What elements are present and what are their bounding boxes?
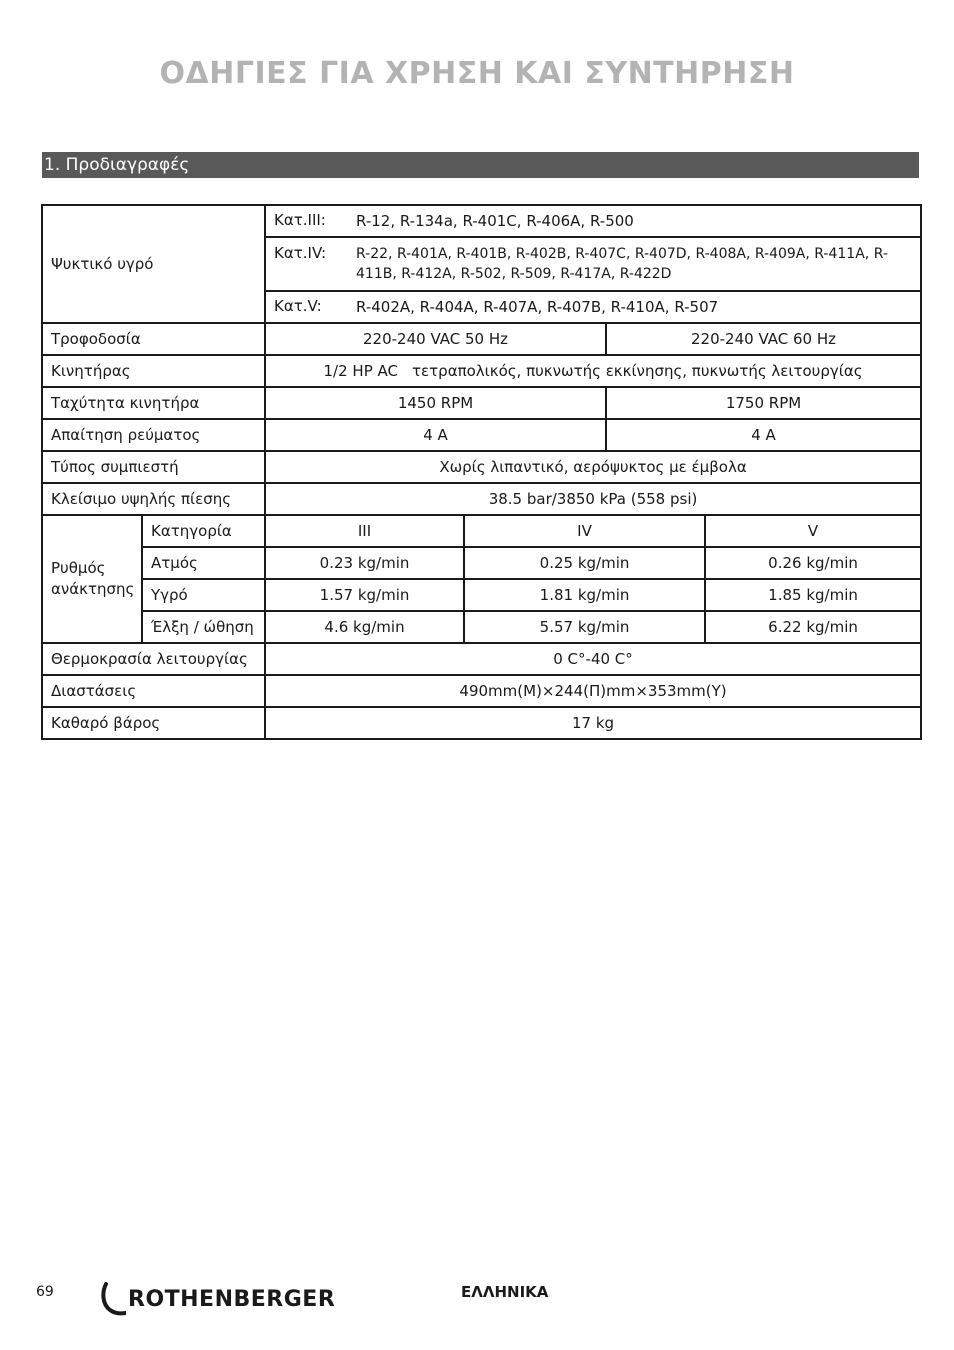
compressor-value: Χωρίς λιπαντικό, αερόψυκτος με έμβολα — [265, 451, 921, 483]
recovery-cell: V — [705, 515, 921, 547]
recovery-row-label: Ατμός — [142, 547, 265, 579]
power-60hz: 220-240 VAC 60 Hz — [606, 323, 921, 355]
power-50hz: 220-240 VAC 50 Hz — [265, 323, 606, 355]
table-row — [42, 205, 921, 237]
weight-value: 17 kg — [265, 707, 921, 739]
table-row — [42, 547, 921, 579]
cat5-list: R-402A, R-404A, R-407A, R-407B, R-410A, R-507 — [356, 298, 719, 316]
recovery-cell: III — [265, 515, 464, 547]
refrigerant-cat5 — [265, 291, 921, 323]
motor-speed-50hz: 1450 RPM — [265, 387, 606, 419]
dimensions-label: Διαστάσεις — [42, 675, 265, 707]
page-title: ΟΔΗΓΙΕΣ ΓΙΑ ΧΡΗΣΗ ΚΑΙ ΣΥΝΤΗΡΗΣΗ — [159, 56, 795, 91]
recovery-cell: 1.81 kg/min — [464, 579, 705, 611]
table-row — [42, 611, 921, 643]
table-row — [42, 707, 921, 739]
temperature-value: 0 C°-40 C° — [265, 643, 921, 675]
recovery-row-label: Έλξη / ώθηση — [142, 611, 265, 643]
current-60hz: 4 A — [606, 419, 921, 451]
table-row — [42, 451, 921, 483]
recovery-row-label: Υγρό — [142, 579, 265, 611]
current-50hz: 4 A — [265, 419, 606, 451]
brand-name: ROTHENBERGER — [128, 1286, 336, 1312]
table-row — [42, 419, 921, 451]
recovery-cell: 6.22 kg/min — [705, 611, 921, 643]
table-row — [42, 387, 921, 419]
temperature-label: Θερμοκρασία λειτουργίας — [42, 643, 265, 675]
weight-label: Καθαρό βάρος — [42, 707, 265, 739]
hp-shutoff-label: Κλείσιμο υψηλής πίεσης — [42, 483, 265, 515]
page-number: 69 — [36, 1284, 54, 1300]
table-row — [42, 483, 921, 515]
cat4-list: R-22, R-401A, R-401B, R-402B, R-407C, R-407D, R-408A, R-409A, R-411A, R-411B, R-412A, R-502, R-509, R-417A, R-422D — [356, 246, 888, 282]
recovery-cell: 5.57 kg/min — [464, 611, 705, 643]
table-row — [42, 355, 921, 387]
cat3-list: R-12, R-134a, R-401C, R-406A, R-500 — [356, 212, 634, 230]
compressor-label: Τύπος συμπιεστή — [42, 451, 265, 483]
brand-logo — [100, 1282, 335, 1316]
motor-description: τετραπολικός, πυκνωτής εκκίνησης, πυκνωτής λειτουργίας — [412, 362, 863, 380]
section-heading: 1. Προδιαγραφές — [42, 152, 919, 178]
recovery-cell: 1.57 kg/min — [265, 579, 464, 611]
table-row — [42, 323, 921, 355]
motor-hp: 1/2 HP AC — [323, 362, 398, 380]
recovery-rate-label: Ρυθμός ανάκτησης — [42, 515, 142, 643]
motor-speed-label: Ταχύτητα κινητήρα — [42, 387, 265, 419]
refrigerant-cat4 — [265, 237, 921, 291]
recovery-cell: IV — [464, 515, 705, 547]
brand-swoosh-icon — [100, 1282, 126, 1316]
dimensions-value: 490mm(Μ)×244(Π)mm×353mm(Υ) — [265, 675, 921, 707]
recovery-cell: 1.85 kg/min — [705, 579, 921, 611]
power-label: Τροφοδοσία — [42, 323, 265, 355]
table-row — [42, 675, 921, 707]
refrigerant-label: Ψυκτικό υγρό — [42, 205, 265, 323]
recovery-cell: 0.25 kg/min — [464, 547, 705, 579]
cat3-label: Κατ.III: — [274, 211, 326, 229]
table-row — [42, 515, 921, 547]
refrigerant-cat3 — [265, 205, 921, 237]
table-row — [42, 579, 921, 611]
recovery-cell: 4.6 kg/min — [265, 611, 464, 643]
motor-label: Κινητήρας — [42, 355, 265, 387]
table-row — [42, 643, 921, 675]
language-label: ΕΛΛΗΝΙΚΑ — [461, 1283, 549, 1301]
specifications-table — [41, 204, 922, 740]
hp-shutoff-value: 38.5 bar/3850 kPa (558 psi) — [265, 483, 921, 515]
recovery-cell: 0.26 kg/min — [705, 547, 921, 579]
current-label: Απαίτηση ρεύματος — [42, 419, 265, 451]
motor-value — [265, 355, 921, 387]
recovery-cell: 0.23 kg/min — [265, 547, 464, 579]
cat4-label: Κατ.IV: — [274, 244, 327, 262]
motor-speed-60hz: 1750 RPM — [606, 387, 921, 419]
recovery-row-label: Κατηγορία — [142, 515, 265, 547]
cat5-label: Κατ.V: — [274, 297, 322, 315]
